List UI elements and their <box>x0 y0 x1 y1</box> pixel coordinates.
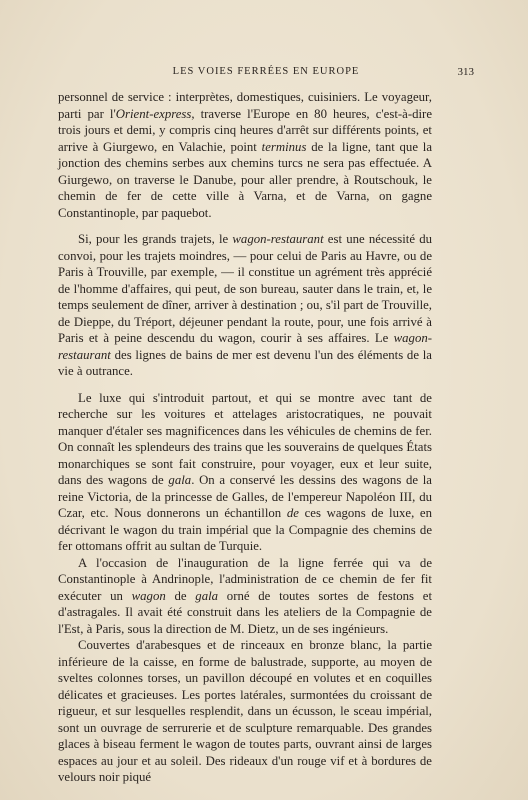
text-run: des lignes de bains de mer est devenu l'un des éléments de la vie à outrance. <box>58 347 432 378</box>
running-title: LES VOIES FERRÉES EN EUROPE <box>172 66 360 77</box>
text-run: de <box>165 588 196 603</box>
paragraph <box>58 390 432 555</box>
text-run: personnel de service : interprètes, domestiques, cuisiniers. Le voyageur, parti par l' <box>58 90 432 121</box>
text-run: . On a conservé les dessins des wagons de la reine Victoria, de la princesse de Galles, de l'empereur Napoléon III, du Czar, etc. Nous donnerons un échantillon <box>58 473 432 520</box>
text-run: Si, pour les grands trajets, le <box>78 232 233 246</box>
text-run: orné de toutes sortes de festons et d'astragales. Il avait été construit dans les ateliers de la Compagnie de l'Est, à Paris, sous la direction de M. Dietz, un de ses ingénieurs. <box>58 588 433 636</box>
italic-text: Orient-express <box>115 106 192 121</box>
italic-text: terminus <box>261 139 307 154</box>
page-header <box>58 66 474 84</box>
paragraph <box>58 637 432 786</box>
italic-text: wagon-restaurant <box>232 232 324 246</box>
text-run: Le luxe qui s'introduit partout, et qui se montre avec tant de recherche sur les voitures et attelages aristocratiques, ne pouvait manquer d'étaler ses magnificences dans les véhicules de chemins de fer. On connaît les splendeurs des trains que les souverains de quelques États monarchiques se sont fait construire, pour voyager, eux et leur suite, dans des wagons de <box>58 390 432 487</box>
italic-text: gala <box>168 473 192 487</box>
italic-text: gala <box>195 588 219 603</box>
text-run: A l'occasion de l'inauguration de la ligne ferrée qui va de Constantinople à Andrinople, l'administration de ce chemin de fer fit exécuter un <box>58 555 432 603</box>
text-run: ces wagons de luxe, en décrivant le wagon du train impérial que la Compagnie des chemins de fer ottomans offrit au sultan de Turquie. <box>58 506 433 553</box>
italic-text: de <box>286 506 299 520</box>
text-run: Couvertes d'arabesques et de rinceaux en bronze blanc, la partie inférieure de la caisse, en forme de balustrade, supporte, au moyen de sveltes colonnes torses, un pavillon découpé en volutes et en coquilles délicates et gracieuses. Les portes latérales, surmontées du croissant de rigueur, et sur lesquelles resplendit, dans un écusson, le sceau impérial, sont un ouvrage de serrurerie et de sculpture remarquable. Des grandes glaces à biseau ferment le wagon de toutes parts, ouvrant ainsi de larges espaces au jour et au soleil. Des rideaux d'un rouge vif et à bordures de velours noir piqué <box>58 638 432 784</box>
paragraph <box>58 231 432 380</box>
paragraph <box>58 89 432 221</box>
body-text <box>58 89 432 786</box>
italic-text: wagon <box>131 588 166 603</box>
paragraph <box>58 555 432 638</box>
text-run: de la ligne, tant que la jonction des chemins serbes aux chemins turcs ne sera pas effectuée. A Giurgewo, on traverse le Danube, pour aller prendre, à Routschouk, le chemin de fer de cette ville à Varna, et de Varna, on gagne Constantinople, par paquebot. <box>58 139 433 220</box>
page-number: 313 <box>457 66 474 78</box>
text-run: est une nécessité du convoi, pour les trajets moindres, — pour celui de Paris au Havre, ou de Paris à Trouville, par exemple, — il constitue un agrément très apprécié de l'homme d'affaires, qui peut, de son bureau, sauter dans le train, et, le temps seulement de dîner, arriver à destination ; ou, s'il part de Trouville, de Dieppe, du Tréport, déjeuner pendant la route, pour, une fois arrivé à Paris et à peine descendu du wagon, courir à ses affaires. Le <box>58 232 432 345</box>
italic-text: wagon-restaurant <box>58 331 432 362</box>
text-run: , traverse l'Europe en 80 heures, c'est-à-dire trois jours et demi, y compris cinq heures d'arrêt sur différents points, et arrive à Giurgewo, en Valachie, point <box>58 106 432 154</box>
